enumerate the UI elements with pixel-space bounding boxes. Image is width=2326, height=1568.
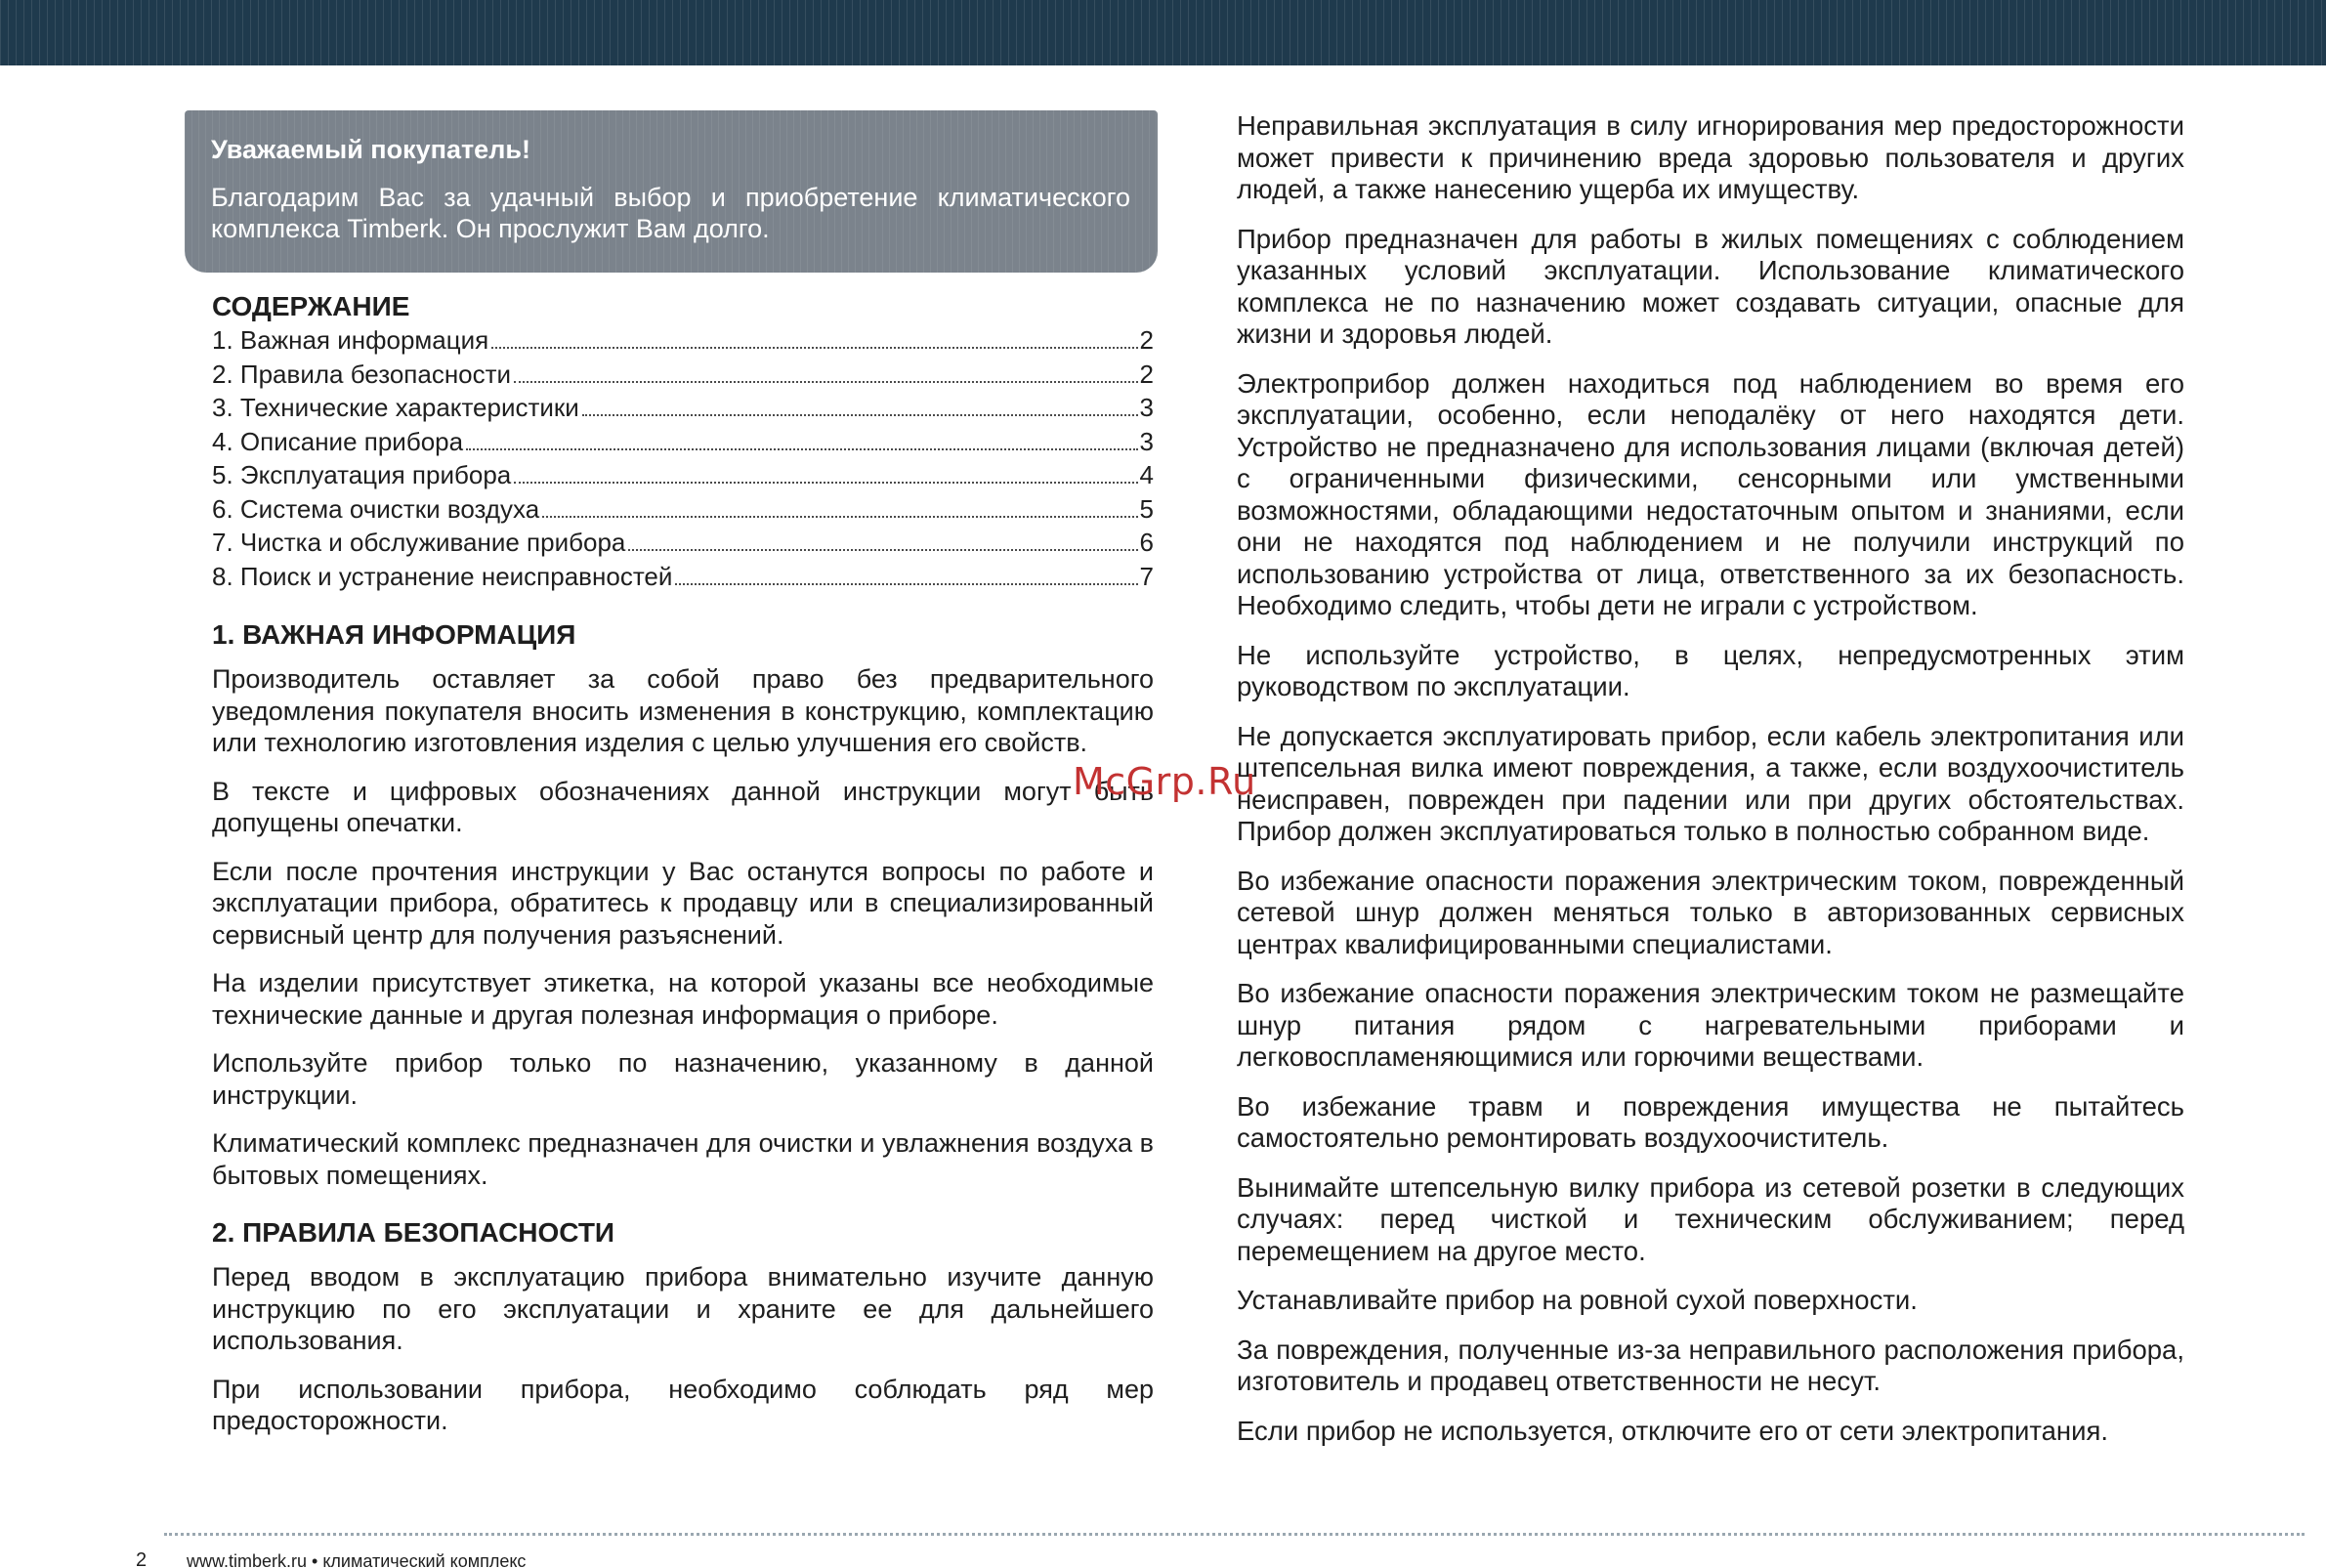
toc-item-page: 6 — [1139, 528, 1154, 557]
section-1-title: 1. ВАЖНАЯ ИНФОРМАЦИЯ — [212, 619, 576, 650]
paragraph: Во избежание травм и повреждения имущества не пытайтесь самостоятельно ремонтировать воздухоочиститель. — [1237, 1090, 2184, 1153]
paragraph: Устанавливайте прибор на ровной сухой поверхности. — [1237, 1285, 1918, 1315]
toc-item[interactable] — [212, 391, 1154, 425]
paragraph: Если прибор не используется, отключите его от сети электропитания. — [1237, 1415, 2108, 1446]
left-column — [185, 110, 1158, 1454]
paragraph: Во избежание опасности поражения электрическим током не размещайте шнур питания рядом с нагревательными приборами и легковоспламеняющимися или горючими веществами. — [1237, 978, 2184, 1072]
paragraph: Электроприбор должен находиться под наблюдением во время его эксплуатации, особенно, если неподалёку от него находятся дети. Устройство не предназначено для использования лицами (включая детей) с ограниченными физическими, сенсорными или умственными возможностями, обладающими недостаточным опытом и знаниями, если они не находятся под наблюдением и не получили инструкций по использованию устройства от лица, ответственного за их безопасность. Необходимо следить, чтобы дети не играли с устройством. — [1237, 367, 2184, 620]
paragraph: Не используйте устройство, в целях, непредусмотренных этим руководством по эксплуатации. — [1237, 639, 2184, 701]
toc-item[interactable] — [212, 358, 1154, 392]
toc-leader-dots — [514, 381, 1137, 383]
watermark: McGrp.Ru — [1073, 760, 1256, 803]
toc-item-page: 2 — [1139, 359, 1154, 389]
paragraph: Неправильная эксплуатация в силу игнорирования мер предосторожности может привести к причинению вреда здоровью пользователя и других людей, а также нанесению ущерба их имуществу. — [1237, 110, 2184, 204]
paragraph: В тексте и цифровых обозначениях данной инструкции могут быть допущены опечатки. — [212, 776, 1154, 837]
paragraph: Не допускается эксплуатировать прибор, если кабель электропитания или штепсельная вилка имеют повреждения, а также, если воздухоочиститель неисправен, поврежден при падении или при других обстоятельствах. Прибор должен эксплуатироваться только в полностью собранном виде. — [1237, 720, 2184, 846]
toc-leader-dots — [582, 414, 1138, 416]
toc-title: СОДЕРЖАНИЕ — [212, 291, 410, 321]
toc-item-label: 6. Система очистки воздуха — [212, 493, 540, 524]
toc-item[interactable] — [212, 492, 1154, 527]
toc-item-page: 2 — [1139, 325, 1154, 355]
section-2-title: 2. ПРАВИЛА БЕЗОПАСНОСТИ — [212, 1217, 615, 1248]
toc-item-label: 3. Технические характеристики — [212, 393, 579, 422]
paragraph: Перед вводом в эксплуатацию прибора внимательно изучите данную инструкцию по его эксплуатации и храните ее для дальнейшего использования. — [212, 1262, 1154, 1355]
toc-item-label: 5. Эксплуатация прибора — [212, 460, 512, 489]
paragraph: Во избежание опасности поражения электрическим током, поврежденный сетевой шнур должен меняться только в авторизованных сервисных центрах квалифицированными специалистами. — [1237, 865, 2184, 959]
toc-item-page: 5 — [1139, 493, 1154, 524]
welcome-text: Благодарим Вас за удачный выбор и приобретение климатического комплекса Timberk. Он прослужит Вам долго. — [211, 183, 1130, 243]
toc-item[interactable] — [212, 526, 1154, 560]
paragraph: Вынимайте штепсельную вилку прибора из сетевой розетки в следующих случаях: перед чисткой и техническим обслуживанием; перед перемещением на другое место. — [1237, 1171, 2184, 1266]
welcome-title: Уважаемый покупатель! — [211, 135, 530, 164]
toc-leader-dots — [514, 482, 1137, 484]
toc-item[interactable] — [212, 323, 1154, 358]
paragraph: Производитель оставляет за собой право без предварительного уведомления покупателя вносить изменения в конструкцию, комплектацию или технологию изготовления изделия с целью улучшения его свойств. — [212, 664, 1154, 757]
paragraph: За повреждения, полученные из-за неправильного расположения прибора, изготовитель и продавец ответственности не несут. — [1237, 1334, 2184, 1396]
table-of-contents — [212, 323, 1154, 593]
toc-item-page: 3 — [1139, 393, 1154, 422]
paragraph: Климатический комплекс предназначен для очистки и увлажнения воздуха в бытовых помещениях. — [212, 1128, 1154, 1190]
toc-leader-dots — [491, 347, 1137, 349]
toc-leader-dots — [542, 516, 1137, 518]
welcome-box — [185, 110, 1158, 273]
toc-item-label: 2. Правила безопасности — [212, 359, 512, 389]
toc-item-page: 4 — [1139, 460, 1154, 489]
footer-text[interactable]: www.timberk.ru • климатический комплекс — [187, 1551, 527, 1568]
toc-item-label: 4. Описание прибора — [212, 426, 464, 456]
toc-item[interactable] — [212, 425, 1154, 459]
page-number: 2 — [136, 1549, 148, 1568]
paragraph: Если после прочтения инструкции у Вас останутся вопросы по работе и эксплуатации прибора, обратитесь к продавцу или в специализированный сервисный центр для получения разъяснений. — [212, 856, 1154, 950]
top-banner — [0, 0, 2326, 65]
toc-leader-dots — [628, 549, 1137, 551]
paragraph: Используйте прибор только по назначению, указанному в данной инструкции. — [212, 1048, 1154, 1110]
toc-item-label: 8. Поиск и устранение неисправностей — [212, 561, 673, 591]
toc-item-label: 1. Важная информация — [212, 325, 489, 355]
toc-item-label: 7. Чистка и обслуживание прибора — [212, 528, 626, 557]
left-content — [185, 290, 1158, 1437]
toc-item[interactable] — [212, 560, 1154, 594]
paragraph: На изделии присутствует этикетка, на которой указаны все необходимые технические данные и другая полезная информация о приборе. — [212, 968, 1154, 1030]
paragraph: Прибор предназначен для работы в жилых помещениях с соблюдением указанных условий эксплуатации. Использование климатического комплекса не по назначению может создавать ситуации, опасные для жизни и здоровья людей. — [1237, 223, 2184, 349]
toc-item[interactable] — [212, 458, 1154, 492]
paragraph: При использовании прибора, необходимо соблюдать ряд мер предосторожности. — [212, 1374, 1154, 1435]
right-column — [1237, 110, 2184, 1464]
toc-leader-dots — [466, 448, 1137, 450]
footer-divider — [164, 1533, 2305, 1536]
toc-leader-dots — [675, 583, 1137, 585]
toc-item-page: 7 — [1139, 561, 1154, 591]
toc-item-page: 3 — [1139, 426, 1154, 456]
